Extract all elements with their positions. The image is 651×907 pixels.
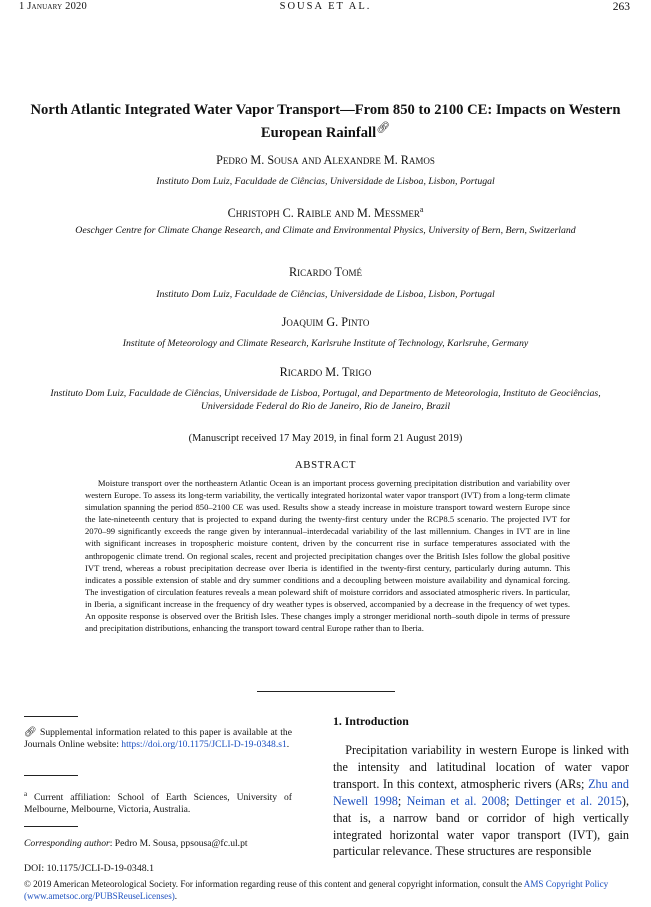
affiliation-4: Institute of Meteorology and Climate Research, Karlsruhe Institute of Technology, Karlsruhe, Germany bbox=[122, 338, 529, 349]
affiliation-3: Instituto Dom Luiz, Faculdade de Ciências, Universidade de Lisboa, Lisbon, Portugal bbox=[156, 289, 495, 300]
paper-title-text: North Atlantic Integrated Water Vapor Transport—From 850 to 2100 CE: Impacts on Western European Rainfall bbox=[30, 102, 621, 141]
footnote-supplemental-end: . bbox=[286, 739, 290, 751]
citation-separator: ; bbox=[506, 793, 515, 808]
page-number: 263 bbox=[612, 1, 630, 13]
affiliation-5: Instituto Dom Luiz, Faculdade de Ciências, Universidade de Lisboa, Portugal, and Departmento de Meteorologia, Instituto de Geociências, Universidade Federal do Rio de Janeiro, Rio de Janeiro, Brazil bbox=[50, 388, 601, 412]
footnote-rule-1 bbox=[24, 716, 78, 717]
supplemental-link[interactable]: https://doi.org/10.1175/JCLI-D-19-0348.s1 bbox=[121, 739, 287, 751]
footnote-current-affiliation bbox=[24, 788, 292, 817]
copyright-policy-link[interactable]: AMS Copyright Policy (www.ametsoc.org/PUBSReuseLicenses) bbox=[24, 879, 609, 901]
doi: DOI: 10.1175/JCLI-D-19-0348.1 bbox=[24, 863, 154, 874]
footnote-supplemental-text: Supplemental information related to this paper is available at the Journals Online website: bbox=[24, 727, 292, 751]
intro-text-1: Precipitation variability in western Europe is linked with the intensity and latitudinal location of water vapor transport. In this context, atmospheric rivers (ARs; bbox=[333, 743, 629, 791]
introduction-paragraph bbox=[333, 742, 629, 860]
author-line-3: Ricardo Tomé bbox=[289, 265, 362, 279]
corresponding-author-text: : Pedro M. Sousa, ppsousa@fc.ul.pt bbox=[109, 838, 248, 849]
citation-link[interactable]: Zhu and Newell 1998 bbox=[333, 776, 629, 808]
link-icon[interactable]: 🔗︎ bbox=[376, 122, 391, 134]
footnote-rule-3 bbox=[24, 826, 78, 827]
citation-link[interactable]: Neiman et al. 2008 bbox=[406, 793, 507, 808]
running-header-authors: SOUSA ET AL. bbox=[279, 1, 372, 12]
author-line-1: Pedro M. Sousa and Alexandre M. Ramos bbox=[216, 153, 435, 167]
author-footnote-marker: a bbox=[419, 205, 424, 214]
copyright-notice bbox=[24, 878, 630, 902]
abstract-heading: ABSTRACT bbox=[294, 459, 357, 471]
corresponding-author bbox=[24, 838, 292, 850]
footnote-rule-2 bbox=[24, 775, 78, 776]
copyright-end: . bbox=[174, 891, 178, 901]
affiliation-1: Instituto Dom Luiz, Faculdade de Ciências, Universidade de Lisboa, Lisbon, Portugal bbox=[156, 176, 495, 187]
paper-title bbox=[30, 101, 621, 142]
citation-link[interactable]: Dettinger et al. 2015 bbox=[514, 793, 622, 808]
affiliation-2: Oeschger Centre for Climate Change Research, and Climate and Environmental Physics, University of Bern, Bern, Switzerland bbox=[75, 225, 576, 236]
abstract-text: Moisture transport over the northeastern Atlantic Ocean is an important process governing precipitation distribution and variability over western Europe. To assess its long-term variability, the vertically integrated horizontal water vapor transport (IVT) from a long-term climate simulation spanning the period 850–2100 CE was used. Results show a steady increase in moisture transport toward western Europe since the late-nineteenth century that is projected to expand during the twenty-first century under the RCP8.5 scenario. The projected IVT for 2070–99 significantly exceeds the range given by interannual–interdecadal variability of the last millennium. Changes in IVT are in line with significant increases in tropospheric moisture content, driven by the concurrent rise in surface temperatures associated with the anthropogenic climate trend. On regional scales, recent and projected precipitation changes over the British Isles follow the global positive IVT trend, whereas a robust precipitation decrease over Iberia is identified in the twenty-first century, particularly during autumn. This indicates a possible extension of stable and dry summer conditions and a decoupling between moisture availability and dynamical forcing. The investigation of circulation features reveals a mean poleward shift of moisture corridors and associated atmospheric rivers. In particular, in Iberia, a significant increase in the frequency of dry weather types is observed, accompanied by a decrease in the frequency of wet types. An opposite response is observed over the British Isles. These changes imply a stronger meridional north–south dipole in terms of pressure and precipitation distributions, enhancing the transport toward central Europe rather than to Iberia. bbox=[85, 478, 570, 634]
author-line-4: Joaquim G. Pinto bbox=[281, 315, 370, 329]
author-line-5: Ricardo M. Trigo bbox=[279, 365, 372, 379]
running-header-date: 1 January 2020 bbox=[19, 1, 87, 12]
copyright-text: © 2019 American Meteorological Society. For information regarding reuse of this content and general copyright information, consult the bbox=[24, 879, 524, 889]
footnote-supplemental bbox=[24, 727, 292, 752]
section-heading-introduction: 1. Introduction bbox=[333, 714, 409, 728]
author-names-2: Christoph C. Raible and M. Messmer bbox=[227, 206, 420, 221]
footnote-marker: a bbox=[24, 790, 28, 798]
intro-text-2: ), that is, a narrow band or corridor of high vertically integrated horizontal water vapor transport (IVT), gain particular relevance. These structures are responsible bbox=[333, 793, 630, 859]
footnote-current-affiliation-text: Current affiliation: School of Earth Sciences, University of Melbourne, Melbourne, Victoria, Australia. bbox=[24, 792, 292, 816]
author-line-2 bbox=[0, 202, 651, 221]
abstract-divider bbox=[257, 691, 395, 692]
link-icon[interactable]: 🔗︎ bbox=[24, 727, 38, 738]
manuscript-received: (Manuscript received 17 May 2019, in final form 21 August 2019) bbox=[188, 433, 463, 444]
citation-separator: ; bbox=[397, 793, 407, 808]
corresponding-author-label: Corresponding author bbox=[24, 838, 110, 849]
